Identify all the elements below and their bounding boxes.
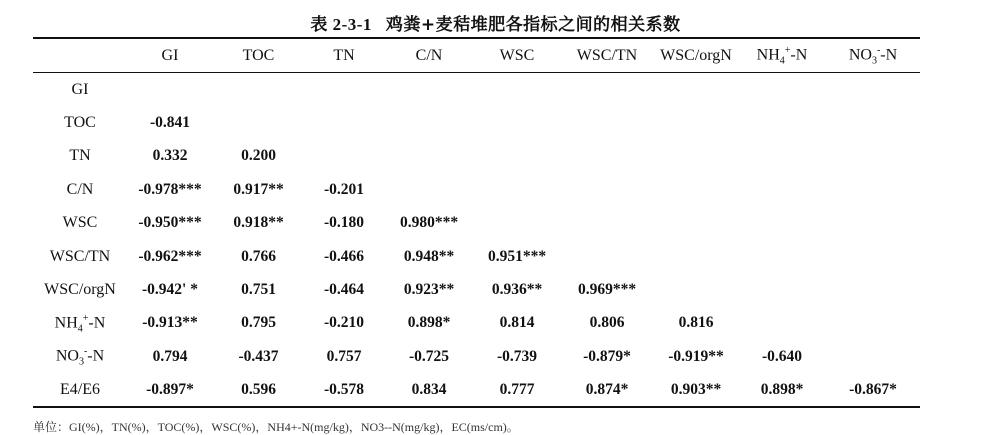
correlation-cell: 0.917** — [233, 180, 284, 198]
table-row — [33, 240, 920, 273]
table-caption — [0, 10, 991, 35]
table-row — [33, 273, 920, 306]
correlation-cell: -0.942' * — [142, 281, 198, 299]
column-header: WSC — [499, 47, 535, 64]
correlation-cell — [826, 106, 920, 139]
correlation-cell — [560, 73, 654, 106]
column-header: $NH_4^+-N$ — [756, 45, 808, 67]
correlation-cell — [304, 73, 384, 106]
correlation-cell — [738, 73, 826, 106]
correlation-cell — [654, 106, 738, 139]
correlation-cell — [384, 106, 474, 139]
correlation-cell: 0.951*** — [487, 247, 547, 265]
column-header: GI — [161, 47, 179, 64]
correlation-cell — [474, 140, 560, 173]
table-number: 表 2-3-1 — [310, 15, 372, 34]
correlation-cell: 0.200 — [241, 147, 276, 165]
header-corner — [33, 39, 127, 73]
correlation-cell: -0.725 — [408, 347, 450, 365]
row-header: $NH_4^+-N$ — [54, 312, 106, 335]
correlation-cell — [826, 340, 920, 373]
correlation-cell — [474, 73, 560, 106]
correlation-cell: -0.867* — [849, 381, 897, 399]
correlation-cell — [826, 240, 920, 273]
correlation-cell: -0.919** — [668, 347, 724, 365]
table-title: 鸡粪+麦秸堆肥各指标之间的相关系数 — [385, 15, 681, 35]
table-footnote: 单位：GI(%)，TN(%)，TOC(%)，WSC(%)，NH4+-N(mg/kg)，NO3--N(mg/kg)，EC(ms/cm)。 — [33, 420, 519, 434]
correlation-cell — [560, 173, 654, 206]
row-header: $NO_3^--N$ — [55, 346, 105, 368]
correlation-cell — [654, 273, 738, 306]
table-body — [33, 73, 920, 407]
correlation-cell: 0.814 — [499, 314, 535, 332]
correlation-cell — [384, 140, 474, 173]
correlation-cell: -0.978*** — [138, 180, 202, 198]
correlation-cell: 0.874* — [585, 381, 629, 399]
correlation-cell: -0.180 — [323, 214, 365, 232]
correlation-cell: -0.841 — [149, 114, 191, 132]
correlation-cell: 0.923** — [403, 281, 455, 299]
correlation-cell — [738, 106, 826, 139]
correlation-cell: 0.777 — [499, 381, 535, 399]
correlation-cell — [826, 140, 920, 173]
correlation-cell — [560, 207, 654, 240]
correlation-cell — [560, 106, 654, 139]
correlation-cell: -0.879* — [583, 347, 631, 365]
correlation-cell — [474, 207, 560, 240]
correlation-cell: 0.766 — [241, 247, 276, 265]
correlation-cell: 0.332 — [152, 147, 188, 165]
correlation-cell — [826, 207, 920, 240]
row-header: GI — [71, 80, 89, 98]
row-header: TOC — [64, 114, 96, 132]
correlation-cell: -0.464 — [323, 281, 365, 299]
correlation-cell — [654, 240, 738, 273]
correlation-cell: 0.948** — [403, 247, 455, 265]
table-row — [33, 73, 920, 106]
row-header: WSC/TN — [49, 247, 111, 265]
correlation-cell — [560, 140, 654, 173]
correlation-cell — [738, 207, 826, 240]
correlation-cell — [738, 307, 826, 340]
correlation-cell — [738, 273, 826, 306]
correlation-cell: 0.596 — [241, 381, 276, 399]
correlation-cell — [127, 73, 213, 106]
correlation-cell: 0.751 — [241, 281, 276, 299]
table-row — [33, 173, 920, 206]
correlation-cell — [738, 140, 826, 173]
correlation-cell — [654, 173, 738, 206]
column-header: TOC — [242, 47, 275, 64]
correlation-cell — [384, 173, 474, 206]
row-header: TN — [69, 147, 91, 165]
correlation-cell — [654, 207, 738, 240]
correlation-cell: -0.962*** — [138, 247, 202, 265]
correlation-cell: -0.466 — [323, 247, 365, 265]
table-row — [33, 207, 920, 240]
correlation-cell — [826, 307, 920, 340]
column-header: $NO_3^--N$ — [848, 45, 898, 67]
correlation-cell: 0.757 — [326, 347, 362, 365]
correlation-cell: -0.950*** — [138, 214, 202, 232]
correlation-cell — [474, 106, 560, 139]
row-header: WSC/orgN — [44, 281, 116, 299]
correlation-cell — [826, 73, 920, 106]
table-row — [33, 140, 920, 173]
column-header: WSC/TN — [576, 47, 638, 64]
correlation-cell: 0.936** — [491, 281, 543, 299]
correlation-cell — [213, 106, 304, 139]
row-header: E4/E6 — [60, 381, 100, 399]
correlation-cell — [738, 240, 826, 273]
row-header: WSC — [62, 214, 98, 232]
correlation-cell: 0.898* — [760, 381, 804, 399]
correlation-cell — [474, 173, 560, 206]
correlation-table — [33, 39, 920, 407]
correlation-cell: 0.903** — [670, 381, 722, 399]
correlation-cell: 0.898* — [407, 314, 451, 332]
correlation-cell: -0.640 — [761, 347, 803, 365]
table-row — [33, 374, 920, 407]
correlation-cell: -0.201 — [323, 180, 365, 198]
correlation-cell: -0.437 — [238, 347, 279, 365]
correlation-cell — [654, 73, 738, 106]
correlation-cell — [654, 140, 738, 173]
correlation-cell: 0.834 — [411, 381, 447, 399]
correlation-cell: -0.578 — [323, 381, 365, 399]
correlation-cell: -0.897* — [146, 381, 194, 399]
column-header: WSC/orgN — [660, 47, 732, 64]
correlation-cell: 0.980*** — [399, 214, 459, 232]
row-header: C/N — [66, 180, 94, 198]
correlation-cell — [213, 73, 304, 106]
table-row — [33, 106, 920, 139]
column-header: C/N — [415, 47, 443, 64]
correlation-cell — [738, 173, 826, 206]
correlation-cell: -0.913** — [142, 314, 198, 332]
correlation-cell — [304, 140, 384, 173]
correlation-cell: 0.806 — [589, 314, 625, 332]
correlation-cell: 0.918** — [233, 214, 284, 232]
correlation-cell: -0.210 — [323, 314, 365, 332]
column-header: TN — [333, 47, 355, 64]
correlation-cell — [826, 273, 920, 306]
table-row — [33, 307, 920, 340]
correlation-cell: -0.739 — [496, 347, 538, 365]
correlation-cell — [304, 106, 384, 139]
table-row — [33, 340, 920, 373]
correlation-cell: 0.816 — [678, 314, 714, 332]
correlation-cell: 0.969*** — [577, 281, 637, 299]
table-header-row — [33, 39, 920, 73]
correlation-cell — [826, 173, 920, 206]
correlation-cell: 0.794 — [152, 347, 188, 365]
correlation-cell: 0.795 — [241, 314, 276, 332]
correlation-cell — [560, 240, 654, 273]
correlation-cell — [384, 73, 474, 106]
